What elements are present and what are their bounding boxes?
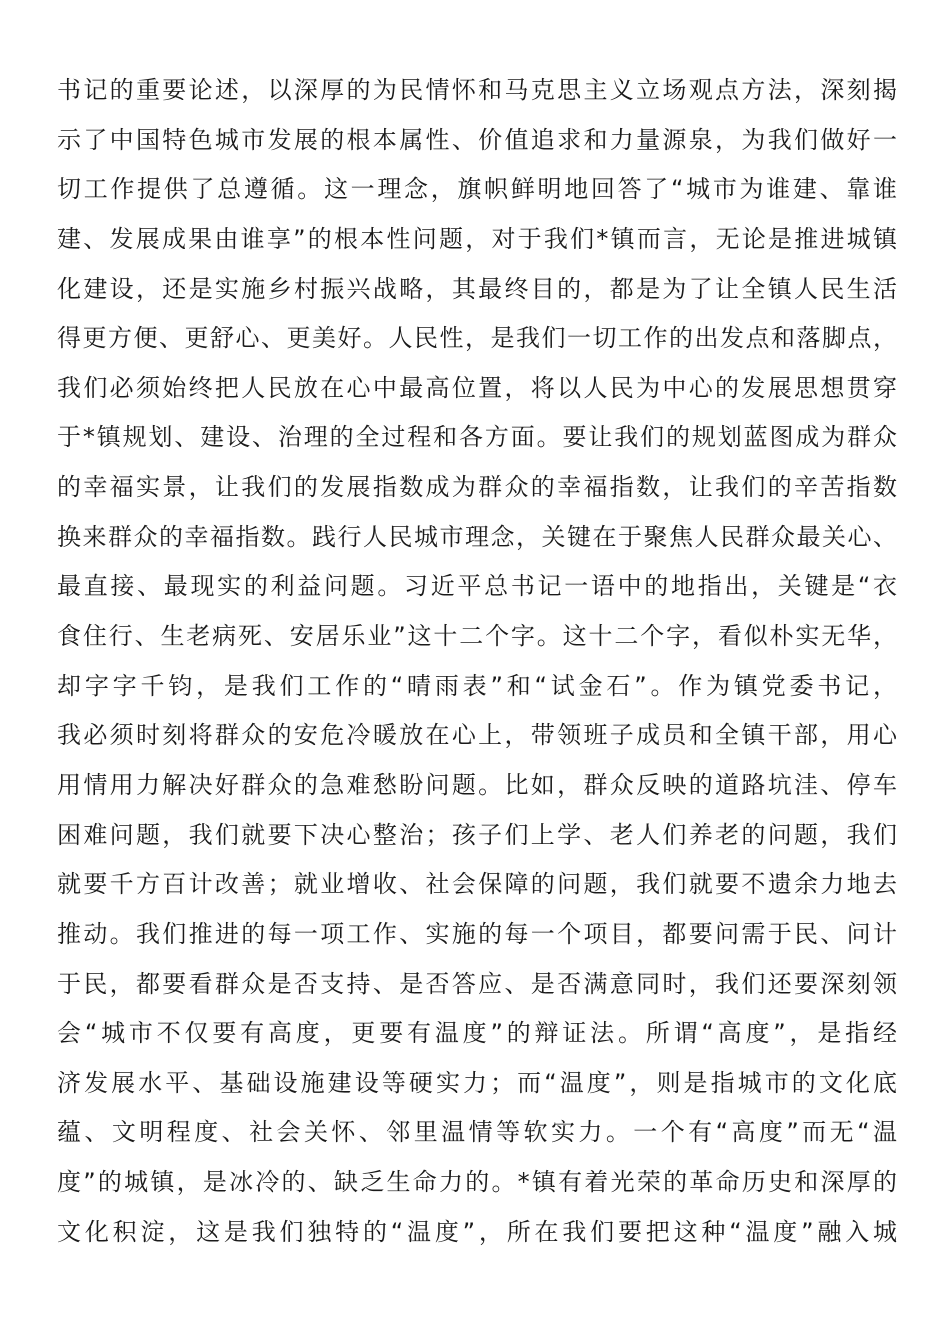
text-line: 推动。我们推进的每一项工作、实施的每一个项目，都要问需于民、问计 — [57, 919, 897, 948]
text-line: 食住行、生老病死、安居乐业”这十二个字。这十二个字，看似朴实无华， — [57, 622, 897, 651]
text-line: 于民，都要看群众是否支持、是否答应、是否满意同时，我们还要深刻领 — [57, 969, 897, 998]
text-line: 最直接、最现实的利益问题。习近平总书记一语中的地指出，关键是“衣 — [57, 572, 897, 601]
text-line: 换来群众的幸福指数。践行人民城市理念，关键在于聚焦人民群众最关心、 — [57, 522, 897, 551]
text-line: 用情用力解决好群众的急难愁盼问题。比如，群众反映的道路坑洼、停车 — [57, 770, 897, 799]
text-line: 的幸福实景，让我们的发展指数成为群众的幸福指数，让我们的辛苦指数 — [57, 473, 897, 502]
text-line: 得更方便、更舒心、更美好。人民性，是我们一切工作的出发点和落脚点， — [57, 324, 897, 353]
text-line: 文化积淀，这是我们独特的“温度”，所在我们要把这种“温度”融入城 — [57, 1217, 897, 1246]
text-line: 示了中国特色城市发展的根本属性、价值追求和力量源泉，为我们做好一 — [57, 125, 897, 154]
body-text — [57, 66, 897, 1257]
text-line: 我们必须始终把人民放在心中最高位置，将以人民为中心的发展思想贯穿 — [57, 373, 897, 402]
text-line: 蕴、文明程度、社会关怀、邻里温情等软实力。一个有“高度”而无“温 — [57, 1118, 897, 1147]
text-line: 济发展水平、基础设施建设等硬实力；而“温度”，则是指城市的文化底 — [57, 1068, 897, 1097]
text-line: 就要千方百计改善；就业增收、社会保障的问题，我们就要不遗余力地去 — [57, 870, 897, 899]
text-line: 于*镇规划、建设、治理的全过程和各方面。要让我们的规划蓝图成为群众 — [57, 423, 897, 452]
text-line: 书记的重要论述，以深厚的为民情怀和马克思主义立场观点方法，深刻揭 — [57, 76, 897, 104]
text-line: 困难问题，我们就要下决心整治；孩子们上学、老人们养老的问题，我们 — [57, 820, 897, 849]
text-line: 度”的城镇，是冰冷的、缺乏生命力的。*镇有着光荣的革命历史和深厚的 — [57, 1168, 897, 1197]
text-line: 却字字千钧，是我们工作的“晴雨表”和“试金石”。作为镇党委书记， — [57, 671, 897, 700]
text-line: 我必须时刻将群众的安危冷暖放在心上，带领班子成员和全镇干部，用心 — [57, 721, 897, 750]
text-line: 化建设，还是实施乡村振兴战略，其最终目的，都是为了让全镇人民生活 — [57, 274, 897, 303]
text-line: 会“城市不仅要有高度，更要有温度”的辩证法。所谓“高度”，是指经 — [57, 1019, 897, 1048]
text-line: 切工作提供了总遵循。这一理念，旗帜鲜明地回答了“城市为谁建、靠谁 — [57, 175, 897, 204]
text-line: 建、发展成果由谁享”的根本性问题，对于我们*镇而言，无论是推进城镇 — [57, 224, 897, 253]
